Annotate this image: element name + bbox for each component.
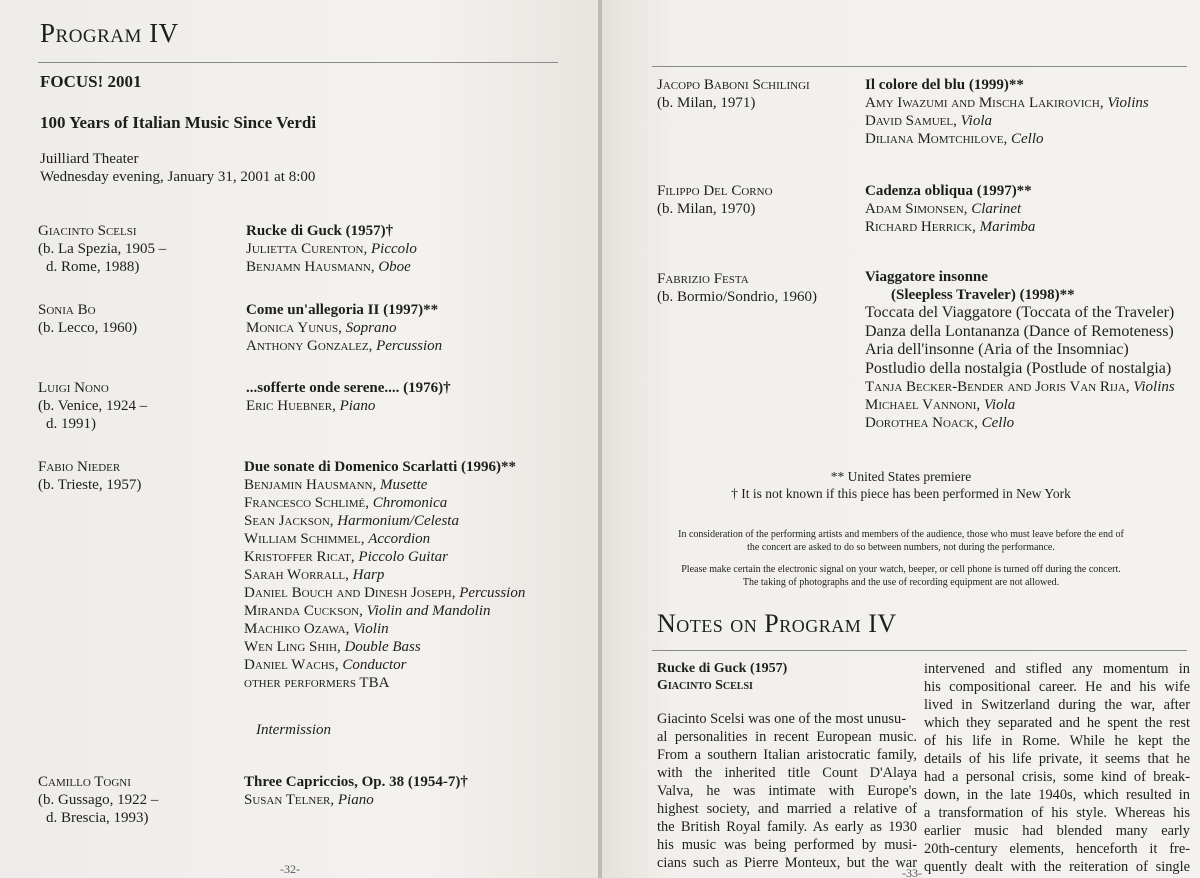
performer-role: Violin and Mandolin (366, 603, 491, 619)
performer-role: Piano (337, 792, 374, 808)
work-block (246, 379, 451, 415)
composer-name: Camillo Togni (38, 774, 131, 790)
performer: Richard Herrick, Marimba (865, 219, 1036, 235)
performer: Machiko Ozawa, Violin (244, 621, 389, 637)
notes-rule (652, 650, 1187, 651)
performer-name: Francesco Schlimé (244, 495, 366, 511)
performer-name: Wen Ling Shih (244, 639, 337, 655)
performer-name: Daniel Bouch and Dinesh Joseph (244, 585, 452, 601)
text-line: cians such as Pierre Monteux, but the war (657, 855, 917, 871)
performer-name: Sean Jackson (244, 513, 330, 529)
text-line: quently dealt with the reiteration of single (924, 859, 1190, 875)
text-line: intervened and stifled any momentum in (924, 661, 1190, 677)
text-line: earlier music had blended many early (924, 823, 1190, 839)
performer-name: Kristoffer Ricat (244, 549, 351, 565)
text-line: which they separated and he spent the rest (924, 715, 1190, 731)
work-block (865, 76, 1149, 148)
performer-role: Clarinet (971, 201, 1022, 217)
performer-name: Benjamn Hausmann (246, 259, 371, 275)
composer-details: d. Rome, 1988) (46, 259, 140, 275)
performer-role: Piccolo Guitar (358, 549, 448, 565)
work-block (865, 268, 1175, 432)
performer: Tanja Becker-Bender and Joris Van Rija, Violins (865, 379, 1175, 395)
text-line: From a southern Italian aristocratic family, (657, 747, 917, 763)
composer-details: d. Brescia, 1993) (46, 810, 149, 826)
performer-role: Conductor (342, 657, 407, 673)
work-subtitle: (Sleepless Traveler) (1998)** (891, 287, 1075, 303)
performer-role: Oboe (378, 259, 411, 275)
performer: Benjamin Hausmann, Musette (244, 477, 428, 493)
performer: Anthony Gonzalez, Percussion (246, 338, 443, 354)
composer-block (38, 301, 137, 337)
text-line: with the inherited title Count D'Alaya (657, 765, 917, 781)
text-line: a transformation of his style. Whereas his (924, 805, 1190, 821)
performer: William Schimmel, Accordion (244, 531, 431, 547)
performer-role: Accordion (368, 531, 431, 547)
performer-name: Machiko Ozawa (244, 621, 346, 637)
performer: Miranda Cuckson, Violin and Mandolin (244, 603, 491, 619)
notice-line: The taking of photographs and the use of recording equipment are not allowed. (742, 577, 1060, 588)
performer-role: Viola (960, 113, 992, 129)
performer: Michael Vannoni, Viola (865, 397, 1016, 413)
performer: other performers TBA (244, 675, 390, 691)
performer-name: Benjamin Hausmann (244, 477, 373, 493)
composer-name: Sonia Bo (38, 302, 96, 318)
text-line: had a personal crisis, some kind of break- (924, 769, 1190, 785)
notes-column-1 (657, 710, 917, 872)
composer-block (38, 773, 158, 827)
composer-details: (b. La Spezia, 1905 – (38, 241, 167, 257)
performer-role: Percussion (376, 338, 443, 354)
movement: Danza della Lontananza (Dance of Remoteness) (865, 322, 1174, 340)
work-block (865, 182, 1035, 236)
performer-name: Sarah Worrall (244, 567, 346, 583)
composer-name: Fabrizio Festa (657, 271, 749, 287)
performer: Amy Iwazumi and Mischa Lakirovich, Violins (865, 95, 1149, 111)
performer-role: Soprano (345, 320, 397, 336)
performer-name: Miranda Cuckson (244, 603, 360, 619)
text-line: details of his life private, it seems that he (924, 751, 1190, 767)
performer-role: Viola (983, 397, 1016, 413)
performer-role: Violins (1133, 379, 1175, 395)
work-block (244, 458, 525, 692)
audience-notice (602, 528, 1200, 554)
performer: Susan Telner, Piano (244, 792, 374, 808)
notice-line: Please make certain the electronic signal on your watch, beeper, or cell phone is turned off during the concert. (681, 564, 1121, 575)
notes-composer: Giacinto Scelsi (657, 678, 753, 693)
performer-role: Percussion (459, 585, 526, 601)
work-title: Three Capriccios, Op. 38 (1954-7)† (244, 774, 468, 790)
work-title: ...sofferte onde serene.... (1976)† (246, 380, 451, 396)
composer-block (657, 76, 810, 112)
performer-name: Susan Telner (244, 792, 331, 808)
notes-work-title: Rucke di Guck (1957) (657, 661, 788, 676)
top-rule (652, 66, 1187, 67)
performer-name: Julietta Curenton (246, 241, 364, 257)
performer: Monica Yunus, Soprano (246, 320, 397, 336)
text-line: lived in Switzerland during the war, after (924, 697, 1190, 713)
composer-details: (b. Milan, 1971) (657, 95, 756, 111)
composer-block (657, 182, 773, 218)
notice-line: In consideration of the performing artists and members of the audience, those who must leave before the end of (678, 529, 1124, 540)
composer-name: Luigi Nono (38, 380, 109, 396)
performer: Adam Simonsen, Clarinet (865, 201, 1022, 217)
composer-name: Giacinto Scelsi (38, 223, 137, 239)
work-title: Viaggatore insonne (865, 269, 988, 285)
venue-block (40, 150, 315, 186)
left-page (0, 0, 598, 878)
venue-date: Wednesday evening, January 31, 2001 at 8:00 (40, 169, 316, 185)
composer-details: (b. Gussago, 1922 – (38, 792, 159, 808)
performer-name: Tanja Becker-Bender and Joris Van Rija (865, 379, 1126, 395)
performer-name: Michael Vannoni (865, 397, 977, 413)
venue-name: Juilliard Theater (40, 151, 139, 167)
notes-title: Notes on Program IV (657, 609, 897, 638)
composer-details: (b. Bormio/Sondrio, 1960) (657, 289, 817, 305)
performer-role: Piano (339, 398, 376, 414)
performer-name: Diliana Momtchilove (865, 131, 1004, 147)
composer-details: (b. Trieste, 1957) (38, 477, 142, 493)
text-line: the British Royal family. As early as 1930 (657, 819, 917, 835)
performer: Wen Ling Shih, Double Bass (244, 639, 421, 655)
composer-details: (b. Lecco, 1960) (38, 320, 138, 336)
work-title: Come un'allegoria II (1997)** (246, 302, 439, 318)
text-line: highest society, and married a relative of (657, 801, 917, 817)
text-line: of his life in Rome. While he kept the (924, 733, 1190, 749)
composer-block (38, 379, 147, 433)
performer-role: Harmonium/Celesta (337, 513, 459, 529)
performer-name: Dorothea Noack (865, 415, 975, 431)
device-notice (602, 563, 1200, 589)
notice-line: the concert are asked to do so between numbers, not during the performance. (747, 542, 1055, 553)
footnotes (602, 468, 1200, 502)
composer-block (38, 222, 166, 276)
performer: Eric Huebner, Piano (246, 398, 376, 414)
composer-details: (b. Milan, 1970) (657, 201, 756, 217)
performer-name: Eric Huebner (246, 398, 333, 414)
page-number: -32- (280, 862, 300, 876)
performer-name: Monica Yunus (246, 320, 339, 336)
composer-details: d. 1991) (46, 416, 96, 432)
performer: Daniel Bouch and Dinesh Joseph, Percussion (244, 585, 526, 601)
performer-name: Anthony Gonzalez (246, 338, 369, 354)
performer-name: David Samuel (865, 113, 954, 129)
performer-role: Piccolo (371, 241, 417, 257)
composer-name: Jacopo Baboni Schilingi (657, 77, 810, 93)
work-title: Cadenza obliqua (1997)** (865, 183, 1032, 199)
performer-role: Marimba (979, 219, 1036, 235)
performer: Diliana Momtchilove, Cello (865, 131, 1044, 147)
composer-name: Fabio Nieder (38, 459, 121, 475)
text-line: his compositional career. He and his wife (924, 679, 1190, 695)
footnote-premiere: ** United States premiere (830, 469, 972, 484)
page-title: Program IV (40, 18, 179, 48)
performer-name: Amy Iwazumi and Mischa Lakirovich (865, 95, 1100, 111)
movement: Aria dell'insonne (Aria of the Insomniac) (865, 341, 1129, 358)
performer: Sean Jackson, Harmonium/Celesta (244, 513, 459, 529)
composer-name: Filippo Del Corno (657, 183, 773, 199)
composer-block (657, 270, 817, 306)
composer-details: (b. Venice, 1924 – (38, 398, 148, 414)
text-line: 20th-century elements, henceforth it fre- (924, 841, 1190, 857)
performer-role: Violins (1107, 95, 1149, 111)
performer-role: Violin (353, 621, 389, 637)
performer-name: William Schimmel (244, 531, 361, 547)
work-title: Rucke di Guck (1957)† (246, 223, 394, 239)
performer-name: Adam Simonsen (865, 201, 964, 217)
work-title: Il colore del blu (1999)** (865, 77, 1024, 93)
text-line: al personalities in recent European music. (657, 729, 917, 745)
performer: David Samuel, Viola (865, 113, 992, 129)
performer-name: Daniel Wachs (244, 657, 335, 673)
performer: Dorothea Noack, Cello (865, 415, 1015, 431)
movement: Toccata del Viaggatore (Toccata of the Traveler) (865, 304, 1175, 321)
performer-role: Double Bass (344, 639, 421, 655)
work-block (246, 222, 417, 276)
page-number: -33- (902, 866, 922, 878)
festival-heading: FOCUS! 2001 (40, 72, 142, 91)
performer-role: Musette (379, 477, 428, 493)
performer: Sarah Worrall, Harp (244, 567, 385, 583)
performer: Julietta Curenton, Piccolo (246, 241, 417, 257)
performer-role: Cello (1011, 131, 1044, 147)
performer: Benjamn Hausmann, Oboe (246, 259, 411, 275)
work-title: Due sonate di Domenico Scarlatti (1996)** (244, 459, 517, 475)
work-block (246, 301, 442, 355)
right-page (602, 0, 1200, 878)
notes-column-2 (924, 660, 1190, 876)
text-line: down, in the late 1940s, which resulted in (924, 787, 1190, 803)
performer-role: Harp (352, 567, 385, 583)
work-block (244, 773, 468, 809)
footnote-ny: † It is not known if this piece has been performed in New York (731, 486, 1071, 501)
program-subtitle: 100 Years of Italian Music Since Verdi (40, 113, 317, 132)
text-line: Giacinto Scelsi was one of the most unusu- (657, 711, 906, 727)
performer: Kristoffer Ricat, Piccolo Guitar (244, 549, 448, 565)
performer-role: Chromonica (372, 495, 448, 511)
title-rule (38, 62, 558, 63)
performer-name: Richard Herrick (865, 219, 973, 235)
performer-role: Cello (981, 415, 1015, 431)
intermission-label: Intermission (256, 722, 331, 738)
performer: Daniel Wachs, Conductor (244, 657, 407, 673)
composer-block (38, 458, 141, 494)
notes-heading (657, 660, 787, 694)
performer: Francesco Schlimé, Chromonica (244, 495, 448, 511)
text-line: his music was being performed by musi- (657, 837, 917, 853)
movement: Postludio della nostalgia (Postlude of nostalgia) (865, 359, 1172, 377)
text-line: Valva, he was intimate with Europe's (657, 783, 917, 799)
